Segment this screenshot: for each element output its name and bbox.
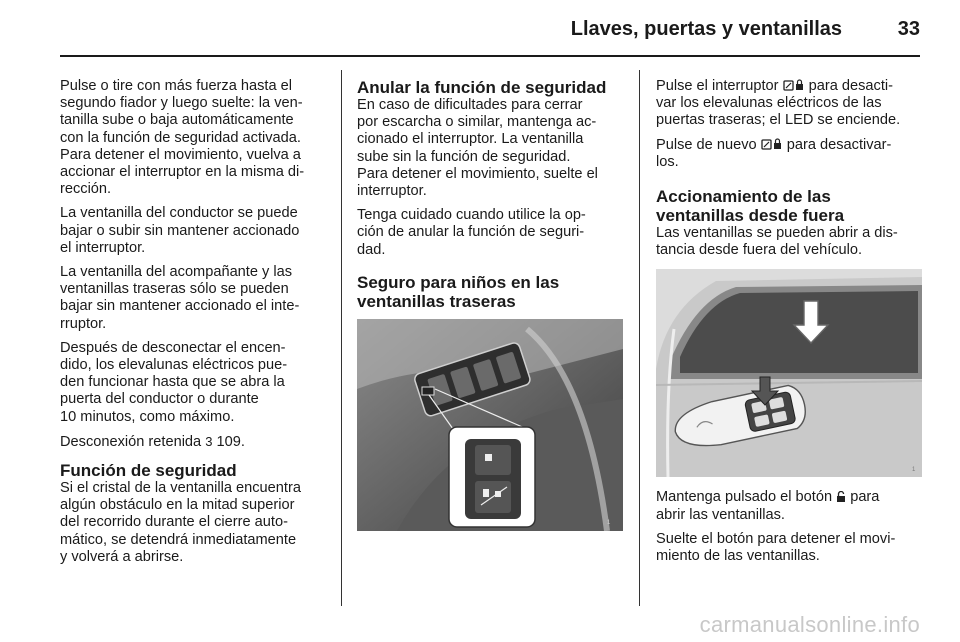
paragraph: Suelte el botón para detener el movi- miento de las ventanillas. xyxy=(656,530,896,565)
text: Pulse de nuevo xyxy=(656,136,757,153)
text: para desacti- var los elevalunas eléctricos de las puertas traseras; el LED se enciende. xyxy=(656,78,901,129)
text: Mantenga pulsado el botón xyxy=(656,489,833,506)
child-lock-switch-icon xyxy=(783,79,805,91)
text: Pulse el interruptor xyxy=(656,78,779,94)
heading-override-safety: Anular la función de seguridad xyxy=(357,78,607,97)
paragraph: La ventanilla del acompañante y las ventanillas traseras sólo se pueden bajar sin mantener accionado el inte- rruptor. xyxy=(60,264,300,332)
paragraph: Después de desconectar el encen- dido, los elevalunas eléctricos pue- den funcionar hasta que se abra la puerta del conductor o durante 10 minutos, como máximo. xyxy=(60,339,288,425)
svg-text:1: 1 xyxy=(607,519,611,526)
text: para abrir las ventanillas. xyxy=(656,489,880,523)
paragraph: La ventanilla del conductor se puede bajar o subir sin mantener accionado el interruptor. xyxy=(60,205,300,256)
child-lock-switch-icon xyxy=(761,138,783,150)
paragraph xyxy=(656,78,922,130)
key-remote-illustration xyxy=(656,269,922,477)
paragraph: Pulse o tire con más fuerza hasta el segundo fiador y luego suelte: la ven- tanilla sube o baja automáticamente con la función de seguridad activada. Para detener el movimiento, vuelva a accionar el interruptor en la misma di- rección. xyxy=(60,78,305,198)
cross-reference-text: Desconexión retenida xyxy=(60,433,202,450)
reference-arrow-icon: 3 xyxy=(205,433,213,449)
door-switch-illustration xyxy=(357,319,623,531)
paragraph xyxy=(656,137,922,171)
column-divider xyxy=(639,70,640,606)
unlock-icon xyxy=(836,491,846,502)
heading-safety-function: Función de seguridad xyxy=(60,461,237,481)
heading-child-lock: Seguro para niños en las ventanillas traseras xyxy=(357,272,560,311)
paragraph: En caso de dificultades para cerrar por escarcha o similar, mantenga ac- cionado el interruptor. La ventanilla sube sin la función de seguridad. Para detener el movimiento, suelte el interruptor. xyxy=(357,97,598,200)
header-rule xyxy=(60,55,920,57)
heading-remote-operation: Accionamiento de las ventanillas desde fuera xyxy=(656,187,845,226)
column-1 xyxy=(60,78,326,573)
cross-reference xyxy=(60,433,326,451)
paragraph: Las ventanillas se pueden abrir a dis- tancia desde fuera del vehículo. xyxy=(656,225,898,259)
paragraph xyxy=(656,489,922,523)
reference-page[interactable]: 109. xyxy=(216,433,245,450)
column-3 xyxy=(656,78,922,572)
page-number: 33 xyxy=(897,18,920,40)
watermark: carmanualsonline.info xyxy=(699,612,920,637)
page-header-title: Llaves, puertas y ventanillas xyxy=(570,18,842,40)
svg-text:1: 1 xyxy=(912,467,916,474)
column-2 xyxy=(357,78,623,531)
text: para desactivar- los. xyxy=(656,136,892,170)
paragraph: Tenga cuidado cuando utilice la op- ción de anular la función de seguri- dad. xyxy=(357,207,586,258)
column-divider xyxy=(341,70,342,606)
paragraph: Si el cristal de la ventanilla encuentra algún obstáculo en la mitad superior del recorrido durante el cierre auto- mático, se detendrá inmediatamente y volverá a abrirse. xyxy=(60,480,301,565)
